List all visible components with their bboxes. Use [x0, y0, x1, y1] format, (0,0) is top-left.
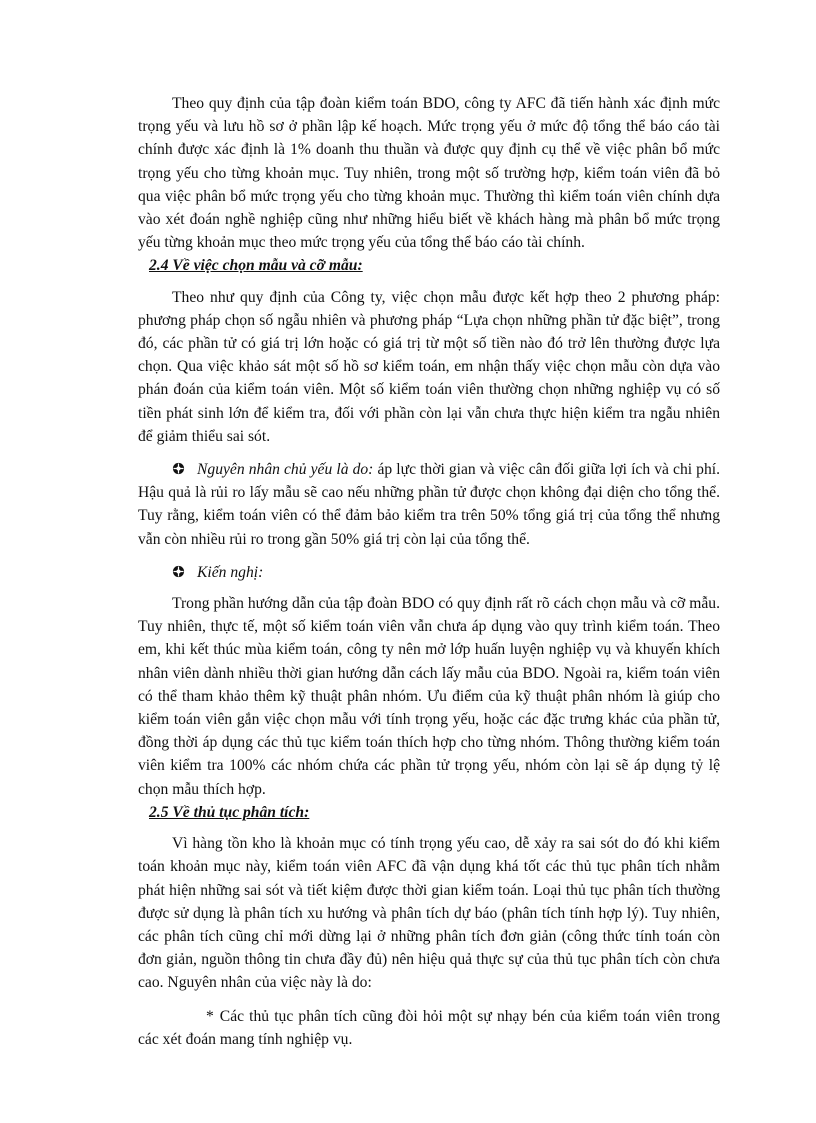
- section-heading-2-5: [138, 801, 720, 824]
- paragraph-cause: [138, 458, 720, 551]
- asterisk-marker: *: [206, 1007, 214, 1025]
- paragraph-analytical-procedures: Vì hàng tồn kho là khoản mục có tính trọng yếu cao, dễ xảy ra sai sót do đó khi kiểm toán khoản mục này, kiểm toán viên AFC đã vận dụng khá tốt các thủ tục phân tích nhằm phát hiện những sai sót và tiết kiệm được thời gian kiểm toán. Loại thủ tục phân tích thường được sử dụng là phân tích xu hướng và phân tích dự báo (phân tích tính hợp lý). Tuy nhiên, các phân tích cũng chỉ mới dừng lại ở những phân tích đơn giản (công thức tính toán còn đơn giản, nguồn thông tin chưa đầy đủ) nên hiệu quả thực sự của thủ tục phân tích còn chưa cao. Nguyên nhân của việc này là do:: [138, 835, 720, 992]
- section-heading-2-4-text: 2.4 Về việc chọn mẫu và cỡ mẫu:: [149, 257, 363, 275]
- section-heading-2-4: [138, 254, 720, 277]
- paragraph-recommendation: Trong phần hướng dẫn của tập đoàn BDO có quy định rất rõ cách chọn mẫu và cỡ mẫu. Tuy nhiên, thực tế, một số kiểm toán viên vẫn chưa áp dụng vào quy trình kiểm toán. Theo em, khi kết thúc mùa kiểm toán, công ty nên mở lớp huấn luyện nghiệp vụ và khuyến khích nhân viên dành nhiều thời gian hướng dẫn cách lấy mẫu của BDO. Ngoài ra, kiểm toán viên có thể tham khảo thêm kỹ thuật phân nhóm. Ưu điểm của kỹ thuật phân nhóm là giúp cho kiểm toán viên gắn việc chọn mẫu với tính trọng yếu, hoặc các đặc trưng khác của phần tử, đồng thời áp dụng các thủ tục kiểm toán thích hợp cho từng nhóm. Thông thường kiểm toán viên kiểm tra 100% các nhóm chứa các phần tử trọng yếu, nhóm còn lại sẽ áp dụng tỷ lệ chọn mẫu thích hợp.: [138, 595, 720, 798]
- paragraph-materiality: Theo quy định của tập đoàn kiểm toán BDO, công ty AFC đã tiến hành xác định mức trọng yếu và lưu hồ sơ ở phần lập kế hoạch. Mức trọng yếu ở mức độ tổng thể báo cáo tài chính được xác định là 1% doanh thu thuần và được quy định cụ thể về việc phân bổ mức trọng yếu cho từng khoản mục. Tuy nhiên, trong một số trường hợp, kiểm toán viên đã bỏ qua việc phân bổ mức trọng yếu cho từng khoản mục. Thường thì kiểm toán viên chính dựa vào xét đoán nghề nghiệp cũng như những hiểu biết về khách hàng mà phân bổ mức trọng yếu từng khoản mục theo mức trọng yếu của tổng thể báo cáo tài chính.: [138, 95, 720, 252]
- asterisk-item-text: Các thủ tục phân tích cũng đòi hỏi một sự nhạy bén của kiểm toán viên trong các xét đoán mang tính nghiệp vụ.: [138, 1007, 720, 1048]
- section-heading-2-5-text: 2.5 Về thủ tục phân tích:: [149, 803, 310, 821]
- paragraph-asterisk-item: [138, 1005, 720, 1051]
- cause-label: Nguyên nhân chủ yếu là do:: [197, 461, 374, 479]
- paragraph-sampling: Theo như quy định của Công ty, việc chọn mẫu được kết hợp theo 2 phương pháp: phương pháp chọn số ngẫu nhiên và phương pháp “Lựa chọn những phần tử đặc biệt”, trong đó, các phần tử có giá trị lớn hoặc có giá trị từ một số tiền nào đó trở lên thường được lựa chọn. Qua việc khảo sát một số hồ sơ kiểm toán, em nhận thấy việc chọn mẫu còn dựa vào phán đoán của kiểm toán viên. Một số kiểm toán viên thường chọn những nghiệp vụ có số tiền phát sinh lớn để kiểm tra, đối với phần còn lại vẫn chưa thực hiện kiểm tra ngẫu nhiên để giảm thiểu sai sót.: [138, 288, 720, 445]
- paragraph-recommendation-label: [138, 561, 720, 584]
- document-body: [138, 92, 720, 1051]
- dingbat-burst-icon: [172, 462, 185, 475]
- cause-text: áp lực thời gian và việc cân đối giữa lợi ích và chi phí. Hậu quả là rủi ro lấy mẫu sẽ cao nếu những phần tử được chọn không đại diện cho tổng thể. Tuy rằng, kiểm toán viên có thể đảm bảo kiểm tra trên 50% tổng giá trị của tổng thể nhưng vẫn còn nhiều rủi ro trong gần 50% giá trị còn lại của tổng thể.: [138, 461, 720, 548]
- recommendation-label: Kiến nghị:: [197, 563, 264, 581]
- dingbat-burst-icon: [172, 565, 185, 578]
